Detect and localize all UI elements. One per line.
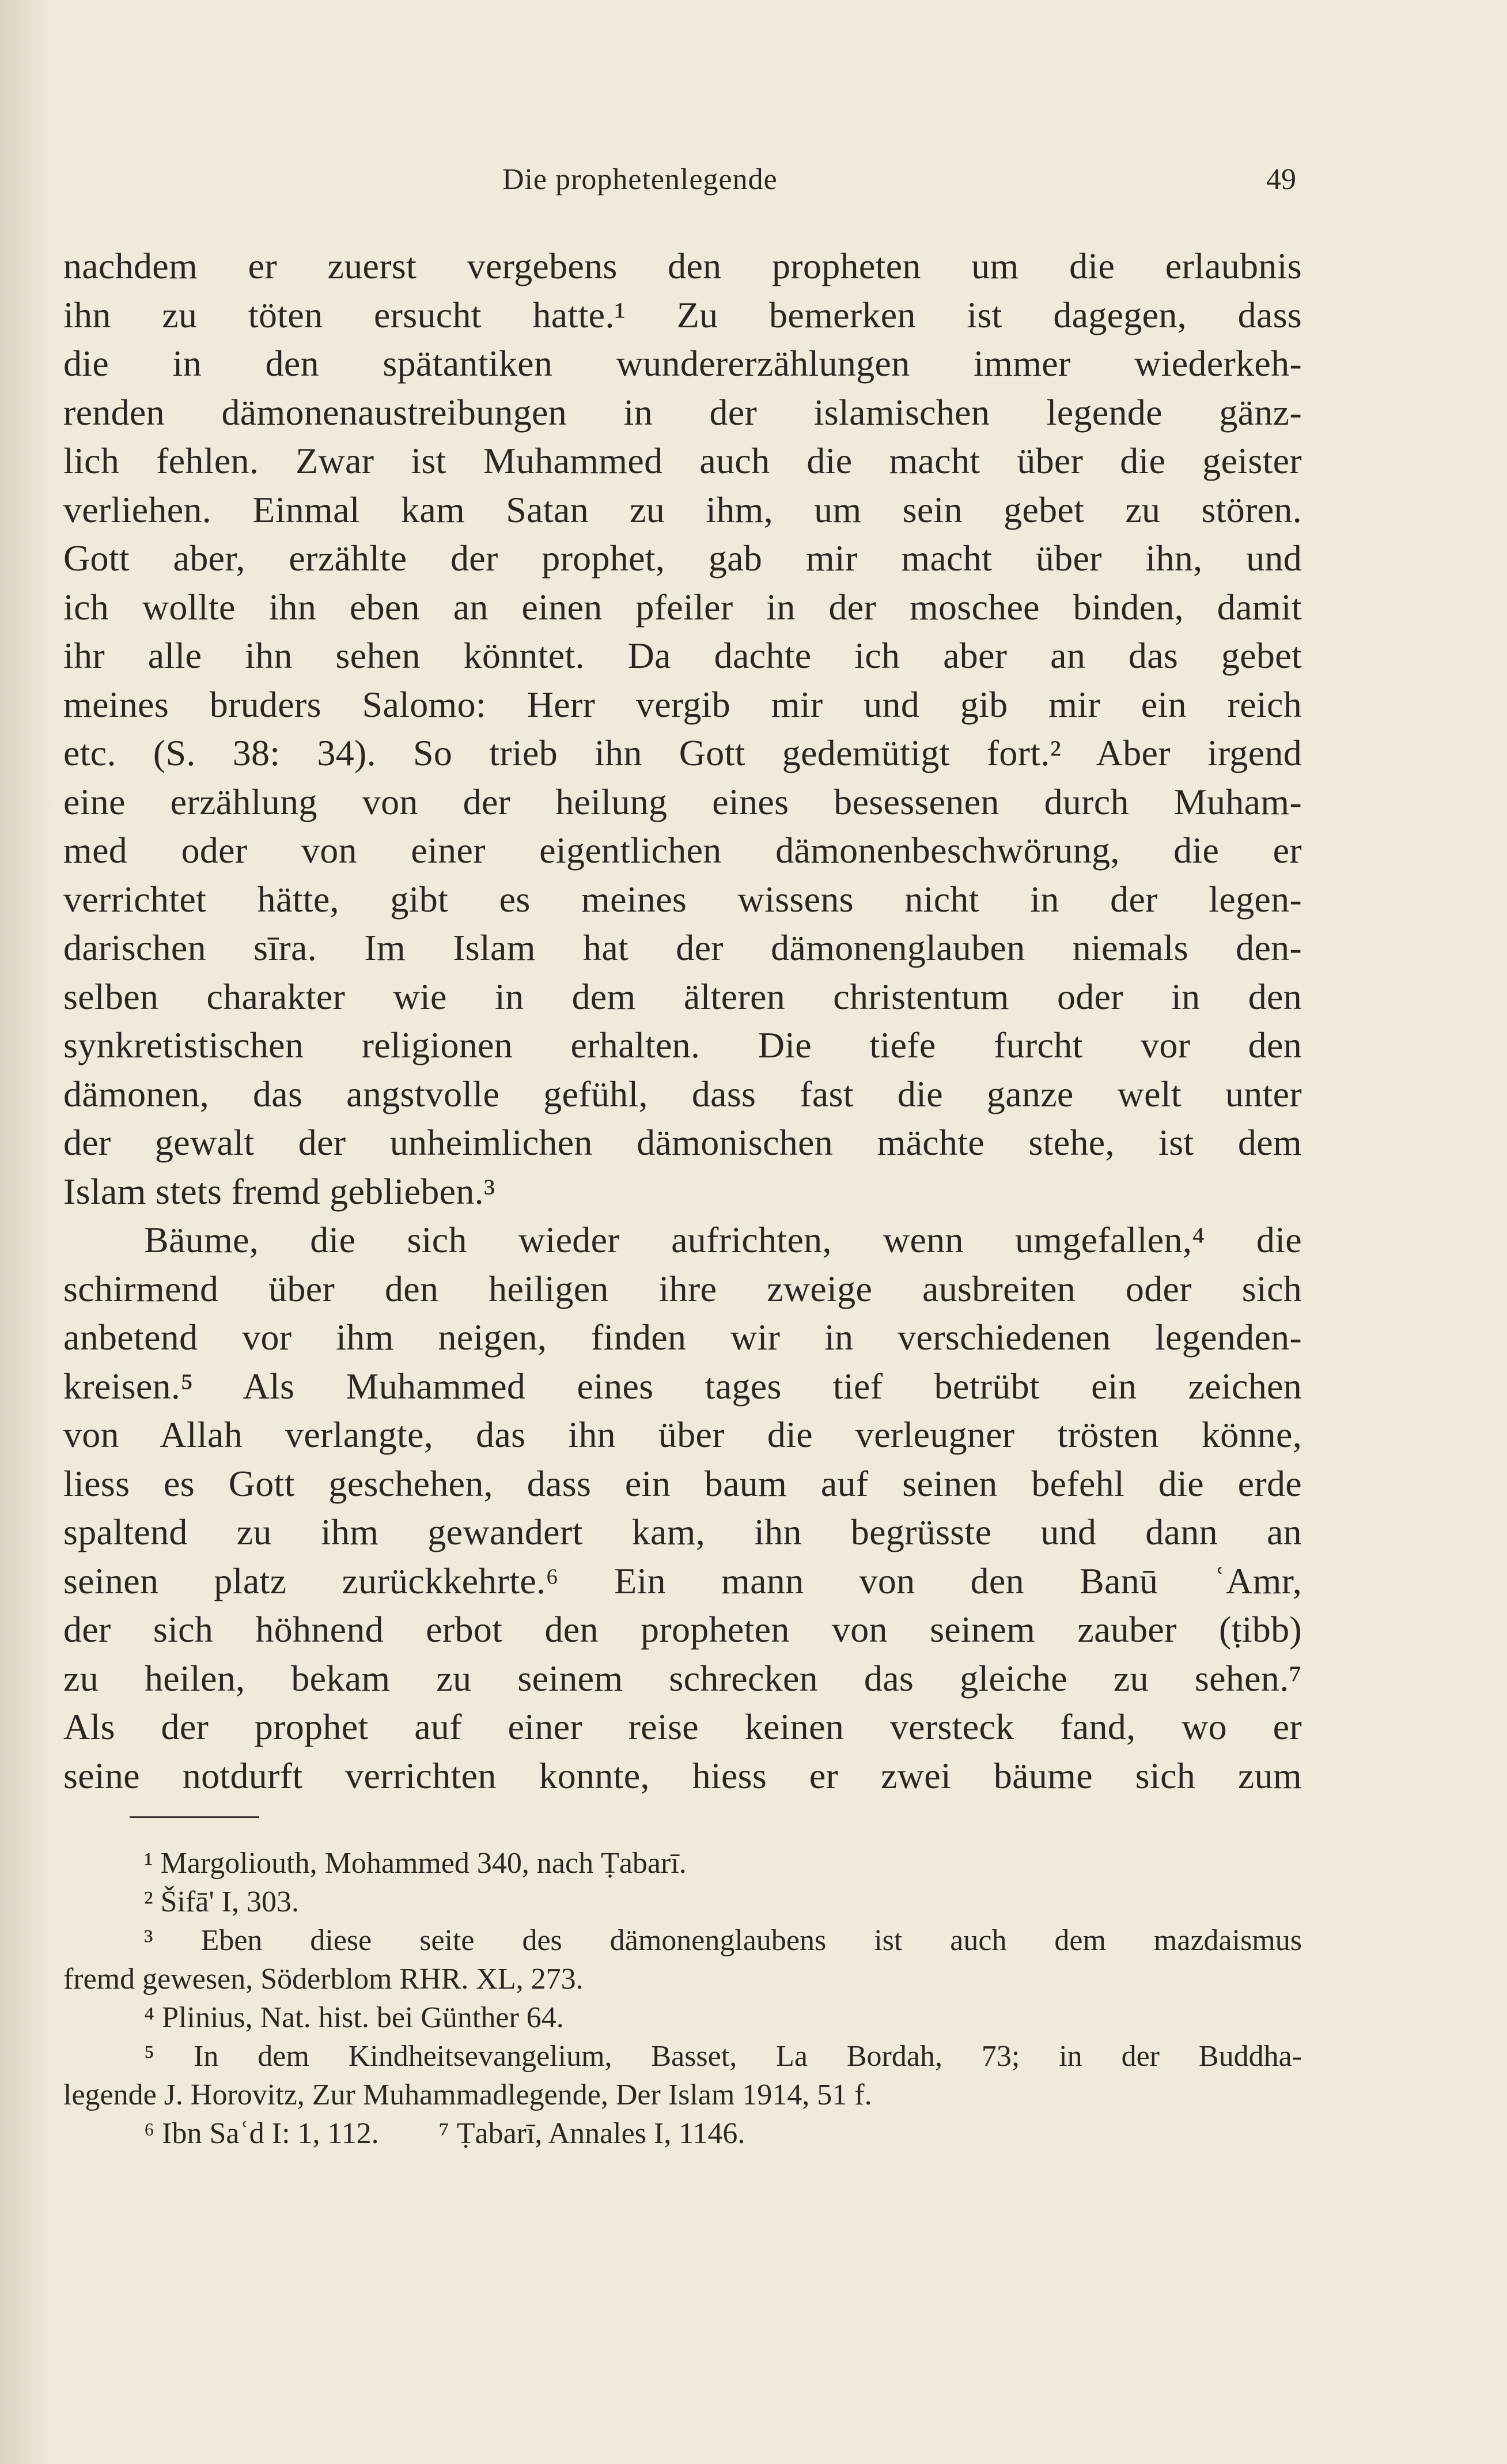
text-line: verrichtet hätte, gibt es meines wissens nicht in der legen- [63,878,1302,920]
footnote: ² Šifā' I, 303. [144,1885,300,1918]
text-line: etc. (S. 38: 34). So trieb ihn Gott gedemütigt fort.² Aber irgend [63,732,1302,773]
text-line: verliehen. Einmal kam Satan zu ihm, um sein gebet zu stören. [63,489,1302,530]
text-line: der sich höhnend erbot den propheten von seinem zauber (ṭibb) [63,1609,1302,1650]
text-line: darischen sīra. Im Islam hat der dämonenglauben niemals den- [63,927,1302,968]
text-line: renden dämonenaustreibungen in der islamischen legende gänz- [63,391,1302,433]
footnote: ³ Eben diese seite des dämonenglaubens ist auch dem mazdaismus [144,1924,1302,1957]
footnote-divider [130,1816,259,1818]
text-line: Islam stets fremd geblieben.³ [63,1170,495,1212]
text-line: synkretistischen religionen erhalten. Die tiefe furcht vor den [63,1025,1302,1065]
page-edge-shadow [0,0,52,2464]
text-line: ich wollte ihn eben an einen pfeiler in der moschee binden, damit [63,586,1302,628]
text-line: die in den spätantiken wundererzählungen immer wiederkeh- [63,343,1302,384]
text-line: von Allah verlangte, das ihn über die verleugner trösten könne, [63,1414,1302,1455]
text-line: Bäume, die sich wieder aufrichten, wenn umgefallen,⁴ die [144,1219,1302,1260]
running-title: Die prophetenlegende [502,163,778,196]
text-line: Als der prophet auf einer reise keinen versteck fand, wo er [63,1706,1302,1747]
text-line: kreisen.⁵ Als Muhammed eines tages tief betrübt ein zeichen [63,1365,1302,1407]
footnotes [63,1844,1302,2153]
text-line: liess es Gott geschehen, dass ein baum auf seinen befehl die erde [63,1462,1302,1504]
text-line: ihn zu töten ersucht hatte.¹ Zu bemerken ist dagegen, dass [63,294,1302,335]
text-line: nachdem er zuerst vergebens den propheten um die erlaubnis [63,245,1302,286]
footnote: ¹ Margoliouth, Mohammed 340, nach Ṭabarī. [144,1847,687,1880]
text-line: spaltend zu ihm gewandert kam, ihn begrüsste und dann an [63,1511,1302,1552]
text-line: der gewalt der unheimlichen dämonischen mächte stehe, ist dem [63,1122,1302,1163]
footnote: ⁶ Ibn Saʿd I: 1, 112. ⁷ Ṭabarī, Annales I, 1146. [144,2117,745,2150]
text-line: seinen platz zurückkehrte.⁶ Ein mann von den Banū ʿAmr, [63,1560,1302,1601]
text-line: anbetend vor ihm neigen, finden wir in verschiedenen legenden- [63,1317,1302,1358]
text-line: dämonen, das angstvolle gefühl, dass fast die ganze welt unter [63,1073,1302,1114]
text-line: Gott aber, erzählte der prophet, gab mir macht über ihn, und [63,538,1302,579]
footnote-continuation: legende J. Horovitz, Zur Muhammadlegende, Der Islam 1914, 51 f. [63,2078,872,2111]
footnote: ⁴ Plinius, Nat. hist. bei Günther 64. [144,2001,564,2034]
text-line: seine notdurft verrichten konnte, hiess er zwei bäume sich zum [63,1755,1302,1796]
text-line: lich fehlen. Zwar ist Muhammed auch die macht über die geister [63,440,1302,481]
text-line: ihr alle ihn sehen könntet. Da dachte ich aber an das gebet [63,635,1302,676]
text-line: selben charakter wie in dem älteren christentum oder in den [63,976,1302,1017]
page-number: 49 [1266,163,1296,196]
text-line: meines bruders Salomo: Herr vergib mir und gib mir ein reich [63,683,1302,725]
text-line: schirmend über den heiligen ihre zweige ausbreiten oder sich [63,1268,1302,1309]
main-text [63,242,1302,1800]
page-header [0,162,1507,203]
text-line: med oder von einer eigentlichen dämonenbeschwörung, die er [63,830,1302,871]
text-line: eine erzählung von der heilung eines besessenen durch Muham- [63,781,1302,822]
text-line: zu heilen, bekam zu seinem schrecken das gleiche zu sehen.⁷ [63,1657,1302,1699]
footnote-continuation: fremd gewesen, Söderblom RHR. XL, 273. [63,1963,584,1996]
footnote: ⁵ In dem Kindheitsevangelium, Basset, La Bordah, 73; in der Buddha- [144,2040,1302,2073]
